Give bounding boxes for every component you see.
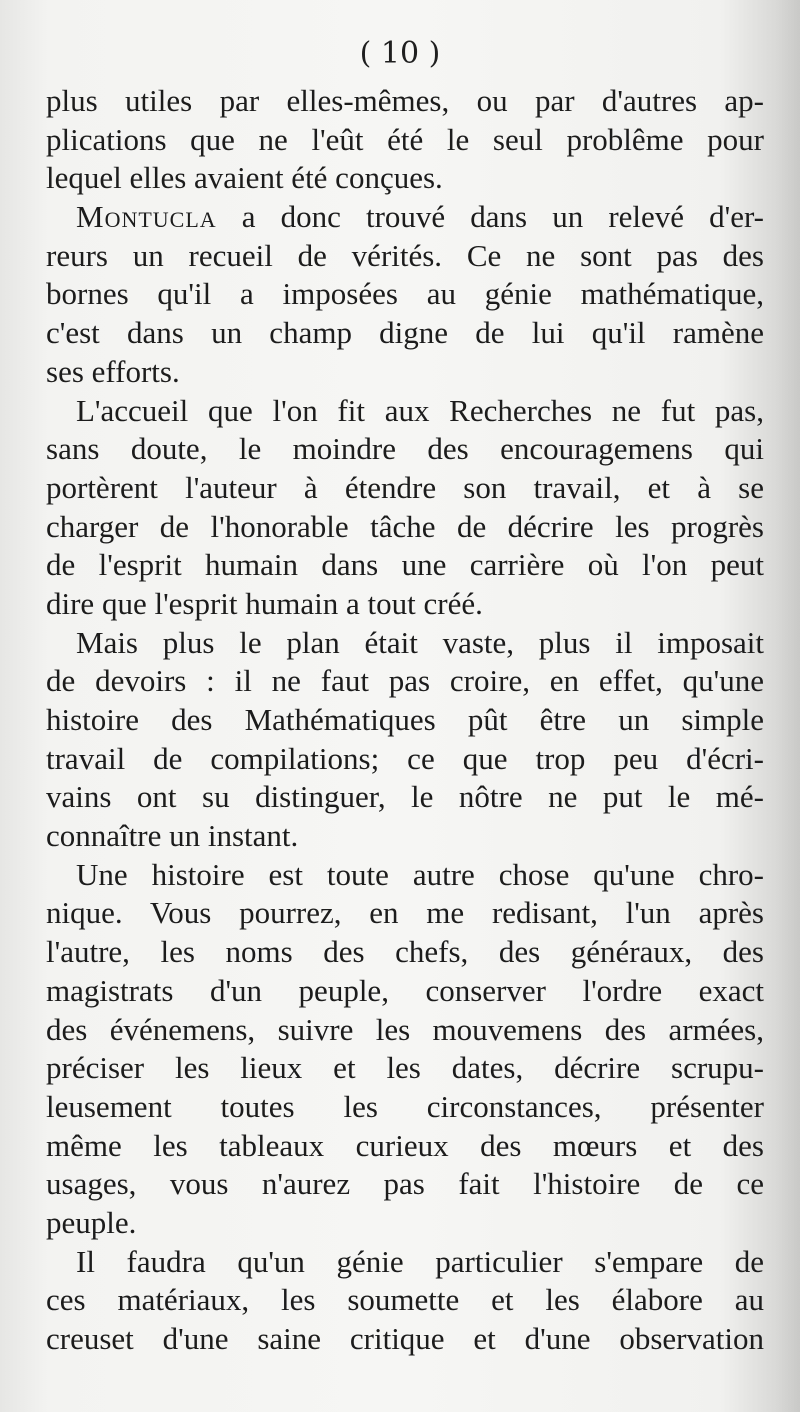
text-line: nique. Vous pourrez, en me redisant, l'un après bbox=[46, 895, 764, 931]
page-number: ( 10 ) bbox=[359, 36, 441, 71]
text-line: connaître un instant. bbox=[46, 818, 299, 854]
text-line: peuple. bbox=[46, 1204, 137, 1240]
text-line: reurs un recueil de vérités. Ce ne sont pas des bbox=[46, 237, 764, 273]
text-line-rest: a donc trouvé dans un relevé d'er- bbox=[241, 199, 764, 235]
text-line: dire que l'esprit humain a tout créé. bbox=[46, 585, 483, 621]
text-line: magistrats d'un peuple, conserver l'ordre exact bbox=[46, 972, 764, 1008]
text-line: ces matériaux, les soumette et les élabore au bbox=[46, 1282, 764, 1318]
text-line: charger de l'honorable tâche de décrire les progrès bbox=[46, 508, 764, 544]
text-line: L'accueil que l'on fit aux Recherches ne fut pas, bbox=[76, 392, 764, 428]
text-line: travail de compilations; ce que trop peu d'écri- bbox=[46, 740, 764, 776]
text-line: Une histoire est toute autre chose qu'une chro- bbox=[76, 856, 764, 892]
text-line: ses efforts. bbox=[46, 353, 180, 389]
body-text bbox=[46, 82, 764, 1359]
text-line: lequel elles avaient été conçues. bbox=[46, 160, 443, 196]
text-line: leusement toutes les circonstances, présenter bbox=[46, 1088, 764, 1124]
text-line: c'est dans un champ digne de lui qu'il ramène bbox=[46, 315, 764, 351]
text-line: bornes qu'il a imposées au génie mathématique, bbox=[46, 276, 764, 312]
text-line: de devoirs : il ne faut pas croire, en effet, qu'une bbox=[46, 663, 764, 699]
text-line: Mais plus le plan était vaste, plus il imposait bbox=[76, 624, 764, 660]
text-line: sans doute, le moindre des encouragemens qui bbox=[46, 431, 764, 467]
text-line: de l'esprit humain dans une carrière où l'on peut bbox=[46, 547, 764, 583]
text-line: l'autre, les noms des chefs, des généraux, des bbox=[46, 934, 764, 970]
text-line: plications que ne l'eût été le seul problême pour bbox=[46, 121, 764, 157]
text-line: usages, vous n'aurez pas fait l'histoire de ce bbox=[46, 1166, 764, 1202]
text-line: portèrent l'auteur à étendre son travail, et à se bbox=[46, 469, 764, 505]
text-line: préciser les lieux et les dates, décrire scrupu- bbox=[46, 1050, 764, 1086]
text-line: plus utiles par elles-mêmes, ou par d'autres ap- bbox=[46, 83, 764, 118]
author-name: Montucla bbox=[76, 199, 217, 235]
text-line bbox=[46, 198, 764, 237]
text-line: Il faudra qu'un génie particulier s'empare de bbox=[76, 1243, 764, 1279]
text-line: même les tableaux curieux des mœurs et des bbox=[46, 1127, 764, 1163]
text-line: des événemens, suivre les mouvemens des armées, bbox=[46, 1011, 764, 1047]
text-line: vains ont su distinguer, le nôtre ne put le mé- bbox=[46, 779, 764, 815]
text-line: histoire des Mathématiques pût être un simple bbox=[46, 702, 764, 737]
text-line: creuset d'une saine critique et d'une observation bbox=[46, 1321, 764, 1356]
